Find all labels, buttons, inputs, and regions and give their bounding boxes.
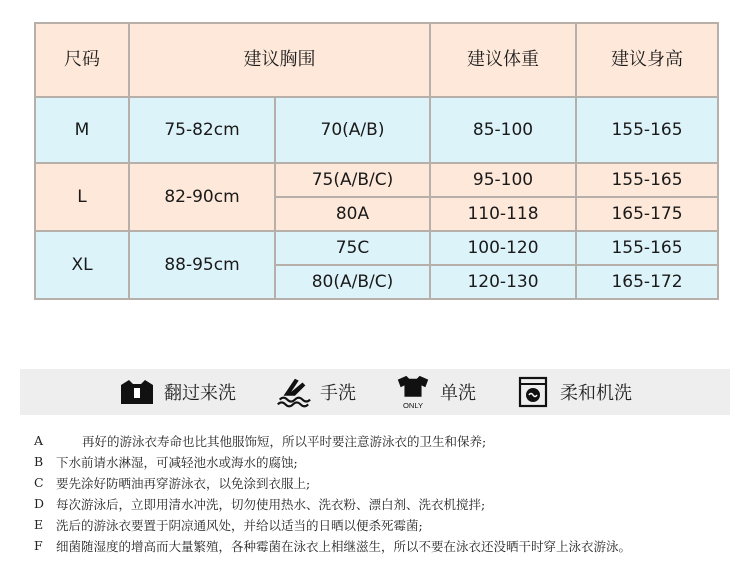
height-cell: 155-165 bbox=[576, 231, 718, 265]
note-letter: A bbox=[34, 433, 44, 448]
care-instructions-bar bbox=[20, 369, 730, 415]
height-cell: 165-175 bbox=[576, 197, 718, 231]
size-chart-table bbox=[34, 22, 719, 300]
care-item-machine-wash bbox=[514, 373, 632, 411]
note-letter: B bbox=[34, 454, 44, 469]
note-letter: E bbox=[34, 517, 44, 532]
list-item bbox=[34, 535, 734, 556]
care-item-hand-wash bbox=[274, 373, 356, 411]
size-cell: XL bbox=[35, 231, 129, 299]
list-item bbox=[34, 514, 734, 535]
care-label: 单洗 bbox=[440, 383, 476, 404]
care-label: 手洗 bbox=[320, 383, 356, 404]
note-letter: D bbox=[34, 496, 45, 511]
header-weight: 建议体重 bbox=[430, 23, 576, 97]
note-text: 再好的游泳衣寿命也比其他服饰短，所以平时要注意游泳衣的卫生和保养; bbox=[82, 433, 487, 449]
weight-cell: 100-120 bbox=[430, 231, 576, 265]
note-text: 洗后的游泳衣要置于阴凉通风处，并给以适当的日晒以便杀死霉菌; bbox=[56, 517, 423, 533]
care-item-inside-out bbox=[118, 373, 236, 411]
only-text: ONLY bbox=[402, 401, 424, 411]
size-cell: L bbox=[35, 163, 129, 231]
note-text: 每次游泳后，立即用清水冲洗，切勿使用热水、洗衣粉、漂白剂、洗衣机搅拌; bbox=[56, 496, 486, 512]
care-item-wash-separately bbox=[394, 373, 476, 411]
size-cell: M bbox=[35, 97, 129, 163]
height-cell: 155-165 bbox=[576, 163, 718, 197]
inside-out-shirt-icon bbox=[118, 373, 156, 411]
weight-cell: 85-100 bbox=[430, 97, 576, 163]
note-text: 要先涂好防晒油再穿游泳衣，以免涂到衣服上; bbox=[56, 475, 311, 491]
note-text: 细菌随湿度的增高而大量繁殖，各种霉菌在泳衣上相继滋生，所以不要在泳衣还没晒干时穿上泳衣游泳。 bbox=[56, 538, 632, 554]
cup-cell: 70(A/B) bbox=[275, 97, 430, 163]
note-letter: C bbox=[34, 475, 44, 490]
header-height: 建议身高 bbox=[576, 23, 718, 97]
weight-cell: 95-100 bbox=[430, 163, 576, 197]
height-cell: 165-172 bbox=[576, 265, 718, 299]
list-item bbox=[34, 472, 734, 493]
list-item bbox=[34, 493, 734, 514]
height-cell: 155-165 bbox=[576, 97, 718, 163]
care-label: 翻过来洗 bbox=[164, 383, 236, 404]
care-label: 柔和机洗 bbox=[560, 383, 632, 404]
note-text: 下水前请水淋湿，可减轻池水或海水的腐蚀; bbox=[56, 454, 298, 470]
table-row bbox=[35, 97, 718, 163]
cup-cell: 80A bbox=[275, 197, 430, 231]
cup-cell: 75(A/B/C) bbox=[275, 163, 430, 197]
header-size: 尺码 bbox=[35, 23, 129, 97]
cup-cell: 80(A/B/C) bbox=[275, 265, 430, 299]
washing-machine-icon bbox=[514, 373, 552, 411]
bust-cell: 82-90cm bbox=[129, 163, 275, 231]
weight-cell: 120-130 bbox=[430, 265, 576, 299]
list-item bbox=[34, 430, 734, 451]
table-row bbox=[35, 231, 718, 265]
bust-cell: 88-95cm bbox=[129, 231, 275, 299]
table-row bbox=[35, 163, 718, 197]
single-wash-shirt-icon bbox=[394, 373, 432, 411]
weight-cell: 110-118 bbox=[430, 197, 576, 231]
table-header-row bbox=[35, 23, 718, 97]
bust-cell: 75-82cm bbox=[129, 97, 275, 163]
header-bust: 建议胸围 bbox=[129, 23, 430, 97]
list-item bbox=[34, 451, 734, 472]
hand-wash-icon bbox=[274, 373, 312, 411]
cup-cell: 75C bbox=[275, 231, 430, 265]
care-notes-list bbox=[34, 430, 734, 556]
note-letter: F bbox=[34, 538, 43, 553]
